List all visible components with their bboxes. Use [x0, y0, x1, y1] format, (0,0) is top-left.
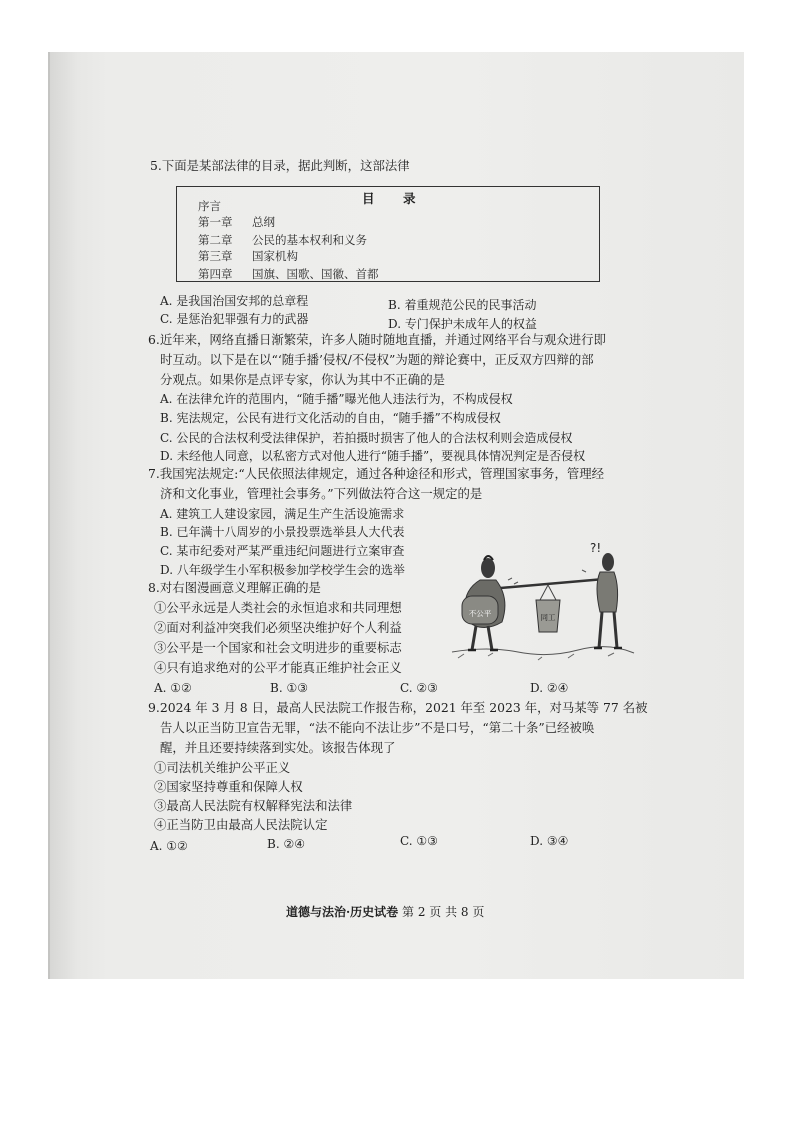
q5-option-c: C. 是惩治犯罪强有力的武器	[160, 312, 309, 326]
q7-stem-line1: 7.我国宪法规定:“人民依照法律规定，通过各种途径和形式，管理国家事务，管理经	[148, 466, 605, 481]
q9-option-d: D. ③④	[530, 834, 569, 848]
q7-option-c: C. 某市纪委对严某严重违纪问题进行立案审查	[160, 544, 405, 558]
q5-option-d: D. 专门保护未成年人的权益	[388, 317, 537, 331]
q5-toc-ch2-num: 第二章	[198, 233, 233, 247]
q6-stem-line3: 分观点。如果你是点评专家，你认为其中不正确的是	[160, 372, 445, 387]
q8-option-a: A. ①②	[154, 681, 192, 695]
q5-toc-ch4-title: 国旗、国歌、国徽、首都	[252, 267, 379, 281]
q8-stem: 8.对右图漫画意义理解正确的是	[148, 580, 321, 595]
page-footer	[286, 903, 484, 920]
q9-statement-1: ①司法机关维护公平正义	[154, 760, 291, 775]
q7-option-a: A. 建筑工人建设家园，满足生产生活设施需求	[160, 507, 405, 521]
q5-toc-ch3-num: 第三章	[198, 249, 233, 263]
cartoon-bucket-label: 同工	[540, 613, 556, 622]
q5-toc-preface: 序言	[198, 199, 221, 213]
q5-option-a: A. 是我国治国安邦的总章程	[160, 294, 309, 308]
q9-statement-4: ④正当防卫由最高人民法院认定	[154, 817, 328, 832]
footer-page-number: 第 2 页 共 8 页	[402, 905, 485, 919]
q8-statement-2: ②面对利益冲突我们必须坚决维护好个人利益	[154, 620, 402, 635]
q9-statement-2: ②国家坚持尊重和保障人权	[154, 779, 303, 794]
q9-stem-line3: 醒，并且还要持续落到实处。该报告体现了	[160, 740, 396, 755]
q9-stem-line1: 9.2024 年 3 月 8 日，最高人民法院工作报告称，2021 年至 2023 年，对马某等 77 名被	[148, 700, 648, 715]
q6-option-b: B. 宪法规定，公民有进行文化活动的自由，“随手播”不构成侵权	[160, 411, 501, 425]
q5-toc-title: 目 录	[362, 191, 424, 206]
cartoon-bag-label: 不公平	[468, 609, 492, 618]
q8-cartoon-illustration	[448, 540, 638, 666]
q9-option-a: A. ①②	[150, 839, 188, 853]
q5-toc-ch1-title: 总纲	[252, 215, 275, 229]
q6-option-d: D. 未经他人同意，以私密方式对他人进行“随手播”，要视具体情况判定是否侵权	[160, 449, 586, 463]
q5-toc-ch4-num: 第四章	[198, 267, 233, 281]
q6-option-c: C. 公民的合法权利受法律保护，若拍摄时损害了他人的合法权利则会造成侵权	[160, 431, 573, 445]
q8-option-d: D. ②④	[530, 681, 569, 695]
footer-subject: 道德与法治·历史试卷	[286, 905, 399, 919]
q5-option-b: B. 着重规范公民的民事活动	[388, 298, 537, 312]
q7-stem-line2: 济和文化事业，管理社会事务。”下列做法符合这一规定的是	[160, 486, 483, 501]
cartoon-marks: ?!	[590, 541, 602, 555]
q8-option-c: C. ②③	[400, 681, 438, 695]
q8-statement-1: ①公平永远是人类社会的永恒追求和共同理想	[154, 600, 402, 615]
q7-option-d: D. 八年级学生小军积极参加学校学生会的选举	[160, 563, 405, 577]
q6-stem-line2: 时互动。以下是在以“‘随手播’侵权/不侵权”为题的辩论赛中，正反双方四辩的部	[160, 352, 594, 367]
q5-toc-ch3-title: 国家机构	[252, 249, 298, 263]
q9-stem-line2: 告人以正当防卫宣告无罪，“法不能向不法让步”不是口号，“第二十条”已经被唤	[160, 720, 595, 735]
q5-toc-ch2-title: 公民的基本权利和义务	[252, 233, 367, 247]
q5-toc-ch1-num: 第一章	[198, 215, 233, 229]
q5-stem: 5.下面是某部法律的目录，据此判断，这部法律	[150, 158, 410, 173]
q9-option-c: C. ①③	[400, 834, 438, 848]
q6-stem-line1: 6.近年来，网络直播日渐繁荣，许多人随时随地直播，并通过网络平台与观众进行即	[148, 332, 606, 347]
q6-option-a: A. 在法律允许的范围内，“随手播”曝光他人违法行为，不构成侵权	[160, 392, 513, 406]
q8-statement-4: ④只有追求绝对的公平才能真正维护社会正义	[154, 660, 402, 675]
q8-option-b: B. ①③	[270, 681, 308, 695]
q7-option-b: B. 已年满十八周岁的小景投票选举县人大代表	[160, 525, 405, 539]
q8-statement-3: ③公平是一个国家和社会文明进步的重要标志	[154, 640, 402, 655]
q9-option-b: B. ②④	[267, 837, 305, 851]
q9-statement-3: ③最高人民法院有权解释宪法和法律	[154, 798, 353, 813]
